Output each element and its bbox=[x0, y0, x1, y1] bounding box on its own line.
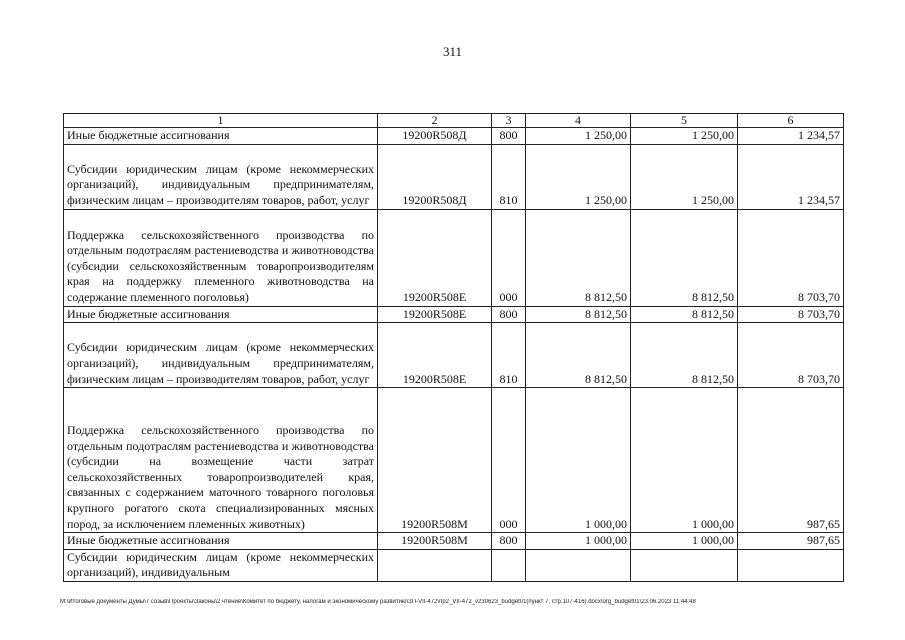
row-value-3: 8 703,70 bbox=[738, 306, 844, 323]
row-value-1: 1 250,00 bbox=[526, 128, 631, 145]
row-kvr: 810 bbox=[492, 144, 526, 209]
row-value-1: 1 000,00 bbox=[526, 533, 631, 550]
row-code: 19200R508Е bbox=[378, 306, 492, 323]
row-value-3: 1 234,57 bbox=[738, 144, 844, 209]
row-name: Иные бюджетные ассигнования bbox=[64, 128, 378, 145]
row-value-3: 987,65 bbox=[738, 388, 844, 533]
row-kvr bbox=[492, 549, 526, 581]
row-kvr: 000 bbox=[492, 209, 526, 306]
row-kvr: 800 bbox=[492, 533, 526, 550]
row-value-1: 1 250,00 bbox=[526, 144, 631, 209]
row-name: Поддержка сельскохозяйственного производства по отдельным подотраслям растениеводства и животноводства (субсидии сельскохозяйственным товаропроизводителям края на поддержку племенного животноводства на содержание племенного поголовья) bbox=[64, 209, 378, 306]
row-kvr: 800 bbox=[492, 306, 526, 323]
row-kvr: 800 bbox=[492, 128, 526, 145]
budget-table bbox=[63, 113, 844, 582]
row-name: Поддержка сельскохозяйственного производства по отдельным подотраслям растениеводства и животноводства (субсидии на возмещение части затрат сельскохозяйственных товаропроизводителей края, связанных с содержанием маточного товарного поголовья крупного рогатого скота специализированных мясных пород, за исключением племенных животных) bbox=[64, 388, 378, 533]
row-value-3: 1 234,57 bbox=[738, 128, 844, 145]
row-value-2 bbox=[631, 549, 738, 581]
row-code: 19200R508Д bbox=[378, 128, 492, 145]
row-value-3 bbox=[738, 549, 844, 581]
column-header-6: 6 bbox=[738, 114, 844, 128]
table-row bbox=[64, 306, 844, 323]
row-value-1: 8 812,50 bbox=[526, 209, 631, 306]
row-value-1: 1 000,00 bbox=[526, 388, 631, 533]
document-path-footer: M:\Итоговые документы Думы\7 созыв\Проекты\Законы\2 чтение\Комитет по бюджету, налогам и экономическому развитию\ЗП-VII-472\пр2_VII-472_v230623_budget01(пункт 7, стр.107-416).docx\org_budget01\23.06.2023 11:44:48 bbox=[60, 599, 696, 605]
table-row bbox=[64, 323, 844, 388]
header-row bbox=[64, 114, 844, 128]
row-value-1: 8 812,50 bbox=[526, 323, 631, 388]
row-name: Иные бюджетные ассигнования bbox=[64, 306, 378, 323]
column-header-3: 3 bbox=[492, 114, 526, 128]
row-value-2: 8 812,50 bbox=[631, 323, 738, 388]
column-header-4: 4 bbox=[526, 114, 631, 128]
row-value-2: 1 250,00 bbox=[631, 128, 738, 145]
row-value-1: 8 812,50 bbox=[526, 306, 631, 323]
row-name: Субсидии юридическим лицам (кроме некоммерческих организаций), индивидуальным bbox=[64, 549, 378, 581]
column-header-1: 1 bbox=[64, 114, 378, 128]
row-value-2: 1 000,00 bbox=[631, 388, 738, 533]
table-row bbox=[64, 388, 844, 533]
column-header-2: 2 bbox=[378, 114, 492, 128]
table-row bbox=[64, 144, 844, 209]
row-code: 19200R508Е bbox=[378, 209, 492, 306]
table-row bbox=[64, 209, 844, 306]
table-row bbox=[64, 549, 844, 581]
row-code: 19200R508Д bbox=[378, 144, 492, 209]
row-value-3: 987,65 bbox=[738, 533, 844, 550]
row-kvr: 810 bbox=[492, 323, 526, 388]
table-row bbox=[64, 533, 844, 550]
row-name: Иные бюджетные ассигнования bbox=[64, 533, 378, 550]
row-code: 19200R508М bbox=[378, 388, 492, 533]
row-value-2: 8 812,50 bbox=[631, 306, 738, 323]
column-header-5: 5 bbox=[631, 114, 738, 128]
row-code bbox=[378, 549, 492, 581]
page-number: 311 bbox=[442, 44, 463, 59]
row-value-2: 1 250,00 bbox=[631, 144, 738, 209]
row-value-1 bbox=[526, 549, 631, 581]
row-name: Субсидии юридическим лицам (кроме некоммерческих организаций), индивидуальным предпринимателям, физическим лицам – производителям товаров, работ, услуг bbox=[64, 144, 378, 209]
row-value-2: 8 812,50 bbox=[631, 209, 738, 306]
row-name: Субсидии юридическим лицам (кроме некоммерческих организаций), индивидуальным предпринимателям, физическим лицам – производителям товаров, работ, услуг bbox=[64, 323, 378, 388]
row-value-2: 1 000,00 bbox=[631, 533, 738, 550]
row-value-3: 8 703,70 bbox=[738, 209, 844, 306]
row-code: 19200R508М bbox=[378, 533, 492, 550]
row-code: 19200R508Е bbox=[378, 323, 492, 388]
row-value-3: 8 703,70 bbox=[738, 323, 844, 388]
table-row bbox=[64, 128, 844, 145]
row-kvr: 000 bbox=[492, 388, 526, 533]
